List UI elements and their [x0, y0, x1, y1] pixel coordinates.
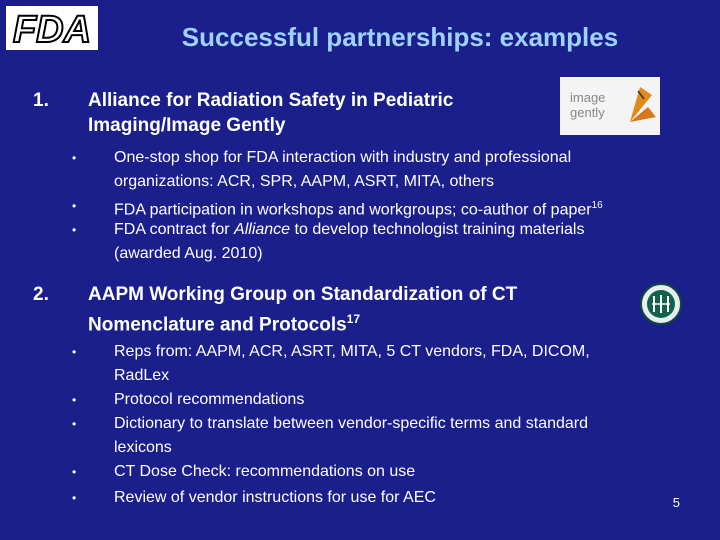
bullet-icon: •: [72, 199, 77, 213]
slide-title: Successful partnerships: examples: [181, 22, 619, 52]
section-2-number: 2.: [33, 284, 49, 305]
section-1-number: 1.: [33, 90, 49, 111]
bullet-icon: •: [72, 345, 77, 359]
image-gently-logo: [560, 77, 660, 135]
bullet-icon: •: [72, 465, 77, 479]
svg-text:FDA: FDA: [12, 9, 92, 50]
section-2-heading: AAPM Working Group on Standardization of CT Nomenclature and Protocols$^{17}$: [88, 284, 518, 336]
bullet-icon: •: [72, 417, 77, 431]
nema-mita-logo: [640, 283, 682, 325]
bullet-icon: •: [72, 151, 77, 165]
bullet-icon: •: [72, 393, 77, 407]
section-1-heading: Alliance for Radiation Safety in Pediatric Imaging/Image Gently: [88, 90, 454, 136]
svg-text:image: image: [570, 90, 606, 105]
page-number: 5: [672, 495, 680, 510]
bullet-icon: •: [72, 491, 77, 505]
fda-logo: [6, 6, 98, 50]
bullet-icon: •: [72, 223, 77, 237]
svg-text:gently: gently: [570, 105, 605, 120]
